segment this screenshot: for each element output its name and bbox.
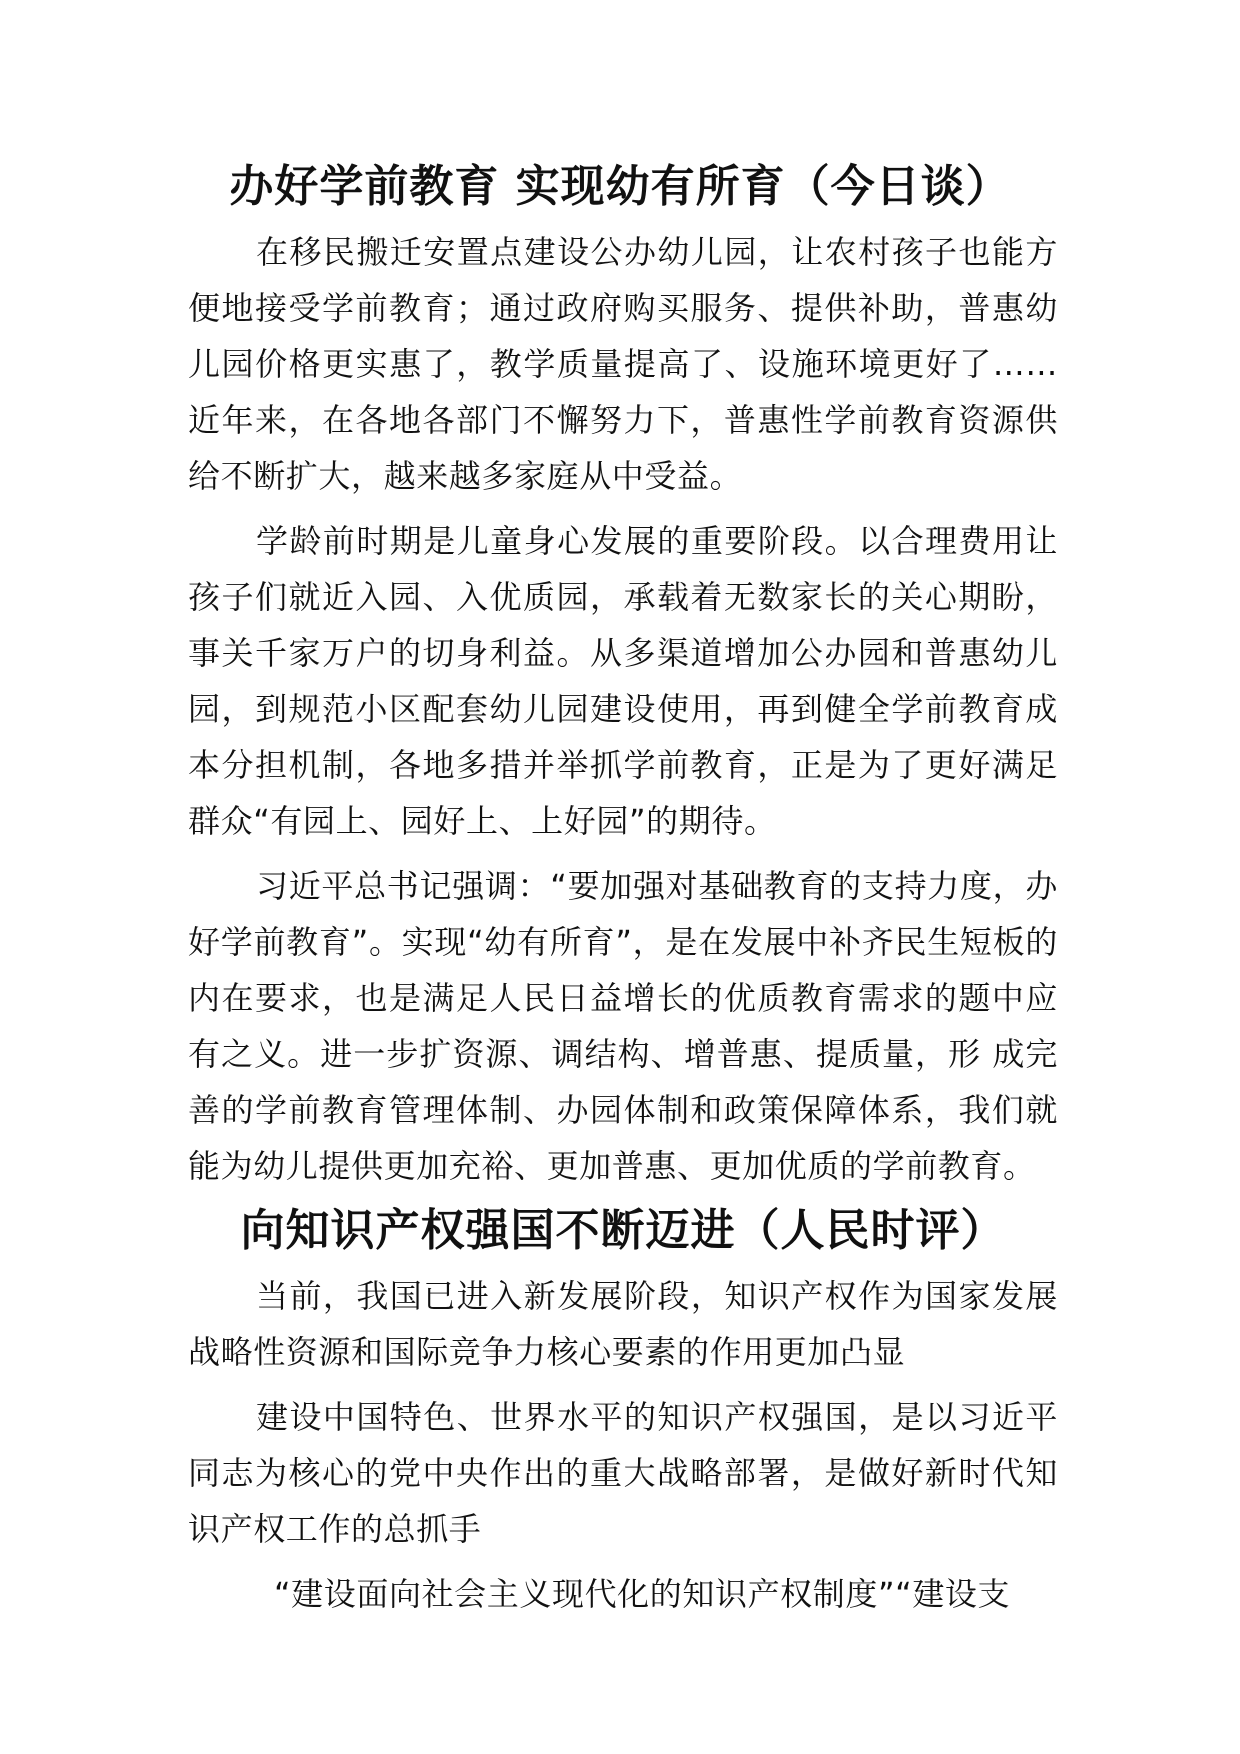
article-1-paragraph-1: 在移民搬迁安置点建设公办幼儿园，让农村孩子也能方便地接受学前教育；通过政府购买服务、提供补助，普惠幼儿园价格更实惠了，教学质量提高了、设施环境更好了…… 近年来，在各地各部门不懈努力下，普惠性学前教育资源供给不断扩大，越来越多家庭从中受益。 — [188, 233, 1058, 495]
article-2-paragraph-3: “建设面向社会主义现代化的知识产权制度”“建设支 — [274, 1575, 1011, 1613]
article-1-paragraph-3: 习近平总书记强调：“要加强对基础教育的支持力度，办好学前教育”。实现“幼有所育”，是在发展中补齐民生短板的内在要求，也是满足人民日益增长的优质教育需求的题中应有之义。进一步扩资源、调结构、增普惠、提质量，形 成完善的学前教育管理体制、办园体制和政策保障体系，我们就能为幼儿提供更加充裕、更加普惠、更加优质的学前教育。 — [188, 867, 1058, 1185]
article-title-1: 办好学前教育 实现幼有所育（今日谈） — [229, 161, 1011, 212]
article-2-paragraph-2: 建设中国特色、世界水平的知识产权强国，是以习近平同志为核心的党中央作出的重大战略部署，是做好新时代知识产权工作的总抓手 — [188, 1398, 1058, 1548]
article-1-paragraph-2: 学龄前时期是儿童身心发展的重要阶段。以合理费用让孩子们就近入园、入优质园，承载着无数家长的关心期盼， 事关千家万户的切身利益。从多渠道增加公办园和普惠幼儿园，到规范小区配套幼儿园建设使用，再到健全学前教育成本分担机制，各地多措并举抓学前教育，正是为了更好满足群众“有园上、园好上、上好园”的期待。 — [188, 522, 1058, 840]
document-page — [188, 150, 1058, 1622]
article-2-paragraph-1: 当前，我国已进入新发展阶段，知识产权作为国家发展战略性资源和国际竞争力核心要素的作用更加凸显 — [188, 1277, 1058, 1371]
article-title-2: 向知识产权强国不断迈进（人民时评） — [240, 1205, 1006, 1256]
